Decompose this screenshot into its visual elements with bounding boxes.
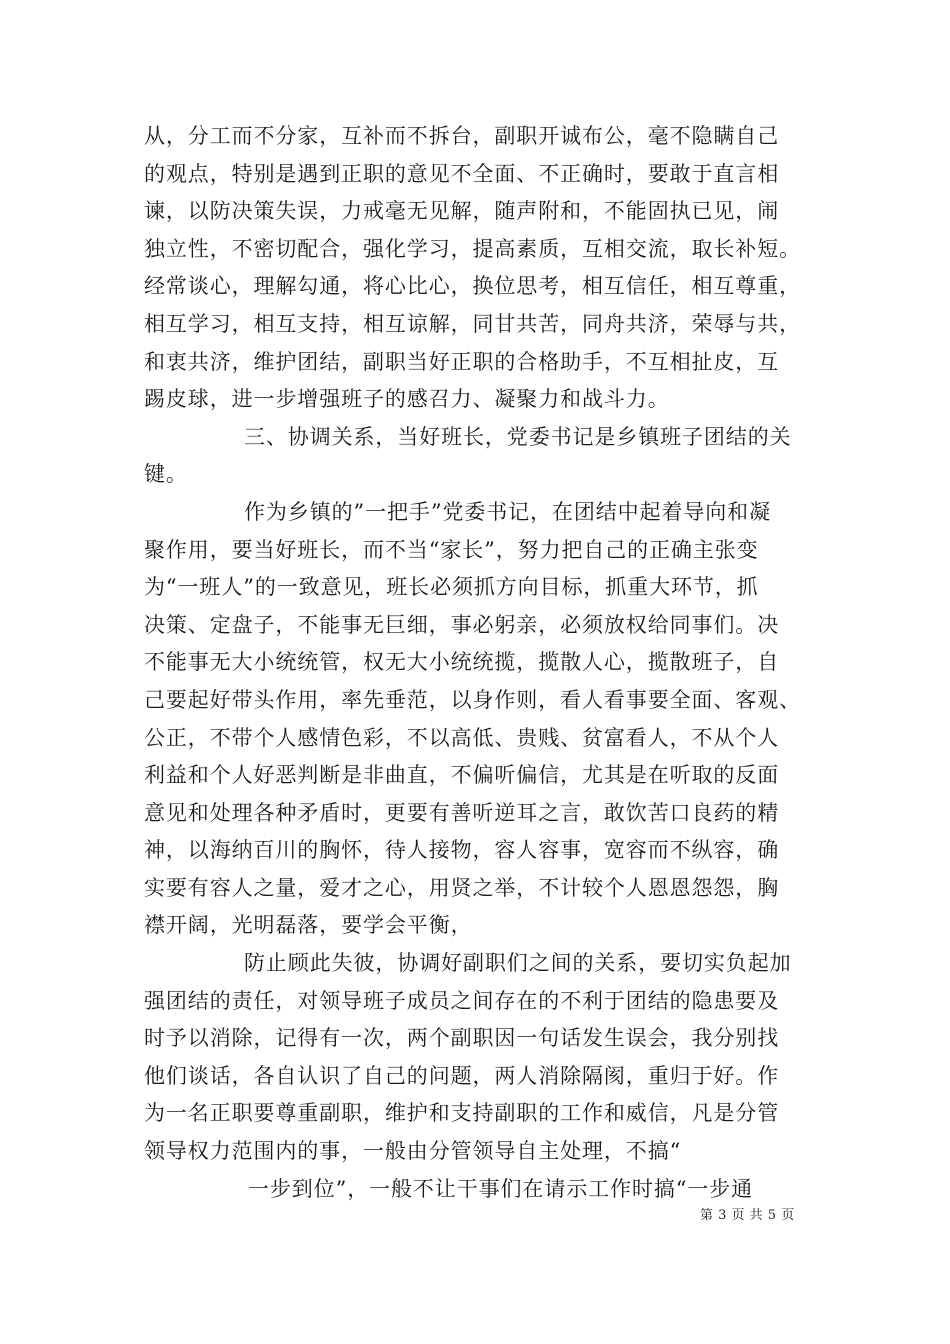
text-line: 的观点，特别是遇到正职的意见不全面、不正确时，要敢于直言相 <box>144 161 780 186</box>
text-line: 强团结的责任，对领导班子成员之间存在的不利于团结的隐患要及 <box>144 988 780 1013</box>
text-line: 和衷共济，维护团结，副职当好正职的合格助手，不互相扯皮，互 <box>144 349 780 374</box>
text-line: 键。 <box>144 462 188 487</box>
page-number: 第 3 页 共 5 页 <box>700 1208 795 1223</box>
section-heading: 三、协调关系，当好班长，党委书记是乡镇班子团结的关 <box>244 424 792 449</box>
text-line: 意见和处理各种矛盾时，更要有善听逆耳之言，敢饮苦口良药的精 <box>144 800 780 825</box>
text-line: 从，分工而不分家，互补而不拆台，副职开诚布公，毫不隐瞒自己 <box>144 124 780 148</box>
text-line: 实要有容人之量，爱才之心，用贤之举，不计较个人恩恩怨怨，胸 <box>144 875 780 900</box>
text-line: 谏，以防决策失误，力戒毫无见解，随声附和，不能固执已见，闹 <box>144 199 780 224</box>
text-line: 他们谈话，各自认识了自己的问题，两人消除隔阂，重归于好。作 <box>144 1063 780 1088</box>
text-line: 经常谈心，理解勾通，将心比心，换位思考，相互信任，相互尊重， <box>144 274 801 299</box>
text-line: 聚作用，要当好班长，而不当“家长”，努力把自己的正确主张变 <box>144 537 759 562</box>
text-line: 决策、定盘子，不能事无巨细，事必躬亲，必须放权给同事们。决 <box>144 612 780 637</box>
text-line: 不能事无大小统统管，权无大小统统揽，揽散人心，揽散班子，自 <box>144 650 780 675</box>
text-line: 时予以消除，记得有一次，两个副职因一句话发生误会，我分别找 <box>144 1026 780 1051</box>
text-line: 神，以海纳百川的胸怀，待人接物，容人容事，宽容而不纵容，确 <box>144 838 780 863</box>
paragraph-start: 作为乡镇的”一把手”党委书记，在团结中起着导向和凝 <box>244 499 771 524</box>
text-line: 独立性，不密切配合，强化学习，提高素质，互相交流，取长补短。 <box>144 236 801 261</box>
paragraph-start: 一步到位”，一般不让干事们在请示工作时搞“一步通 <box>248 1176 754 1201</box>
text-line: 踢皮球，进一步增强班子的感召力、凝聚力和战斗力。 <box>144 387 670 412</box>
paragraph-start: 防止顾此失彼，协调好副职们之间的关系，要切实负起加 <box>244 951 792 976</box>
text-line: 领导权力范围内的事，一般由分管领导自主处理，不搞“ <box>144 1139 682 1164</box>
text-line: 己要起好带头作用，率先垂范，以身作则，看人看事要全面、客观、 <box>144 687 801 712</box>
text-line: 相互学习，相互支持，相互谅解，同甘共苦，同舟共济，荣辱与共， <box>144 311 801 336</box>
body-text <box>144 118 830 1208</box>
text-line: 为“一班人”的一致意见，班长必须抓方向目标，抓重大环节，抓 <box>144 575 759 600</box>
text-line: 为一名正职要尊重副职，维护和支持副职的工作和威信，凡是分管 <box>144 1101 780 1126</box>
text-line: 襟开阔，光明磊落，要学会平衡， <box>144 913 473 938</box>
text-line: 利益和个人好恶判断是非曲直，不偏听偏信，尤其是在听取的反面 <box>144 763 780 788</box>
text-line: 公正，不带个人感情色彩，不以高低、贵贱、贫富看人，不从个人 <box>144 725 780 750</box>
